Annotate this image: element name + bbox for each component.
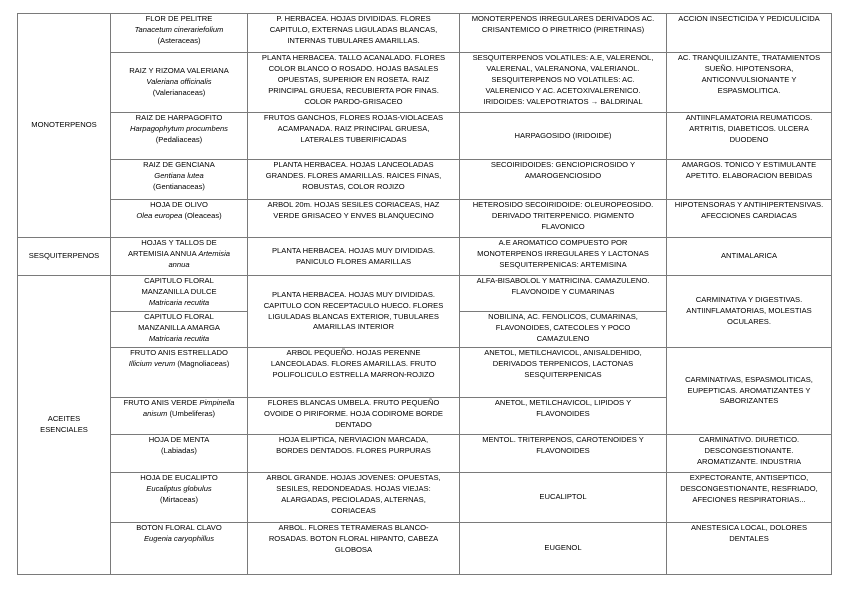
drug-cell: HOJA DE EUCALIPTO Eucaliptus globulus (Mirtaceas) (111, 473, 248, 523)
drug-cell: CAPITULO FLORAL MANZANILLA AMARGA Matricaria recutita (111, 312, 248, 348)
table-row (18, 200, 832, 238)
action-cell: AC. TRANQUILIZANTE, TRATAMIENTOS SUEÑO. HIPOTENSORA, ANTICONVULSIONANTE Y ESPASMOLITICA. (667, 53, 832, 113)
morphology-cell: ARBOL 20m. HOJAS SESILES CORIACEAS, HAZ VERDE GRISACEO Y ENVES BLANQUECINO (248, 200, 460, 238)
morphology-cell: P. HERBACEA. HOJAS DIVIDIDAS. FLORES CAPITULO, EXTERNAS LIGULADAS BLANCAS, INTERNAS TUBULARES AMARILLAS. (248, 14, 460, 53)
group-monoterpenos: MONOTERPENOS (18, 14, 111, 238)
morphology-cell: PLANTA HERBACEA. HOJAS MUY DIVIDIDAS. PANICULO FLORES AMARILLAS (248, 238, 460, 276)
table-row (18, 435, 832, 473)
table-row (18, 160, 832, 200)
drug-cell: RAIZ Y RIZOMA VALERIANA Valeriana officinalis (Valerianaceas) (111, 53, 248, 113)
drug-cell: RAIZ DE HARPAGOFITO Harpagophytum procumbens (Pedaliaceas) (111, 113, 248, 160)
drug-cell: CAPITULO FLORAL MANZANILLA DULCE Matricaria recutita (111, 276, 248, 312)
morphology-cell: PLANTA HERBACEA. TALLO ACANALADO. FLORES COLOR BLANCO O ROSADO. HOJAS BASALES OPUESTAS, SUPERIOR EN ROSETA. RAIZ PRINCIPAL GRUESA, RECUBIERTA POR FINAS. COLOR PARDO-GRISACEO (248, 53, 460, 113)
drug-cell: HOJA DE OLIVO Olea europea (Oleaceas) (111, 200, 248, 238)
morphology-cell: ARBOL GRANDE. HOJAS JOVENES: OPUESTAS, SESILES, REDONDEADAS. HOJAS VIEJAS: ALARGADAS, PECIOLADAS, ALTERNAS, CORIACEAS (248, 473, 460, 523)
action-cell: HIPOTENSORAS Y ANTIHIPERTENSIVAS. AFECCIONES CARDIACAS (667, 200, 832, 238)
table-row (18, 523, 832, 575)
action-cell: ANTIMALARICA (667, 238, 832, 276)
composition-cell: EUGENOL (460, 523, 667, 575)
composition-cell: SESQUITERPENOS VOLATILES: A.E, VALERENOL, VALERENAL, VALERANONA, VALERIANOL. SESQUITERPENOS NO VOLATILES: AC. VALERENICO Y AC. ACETOXIVALERENICO. IRIDOIDES: VALEPOTRIATOS → BALDRINAL (460, 53, 667, 113)
action-cell: CARMINATIVA Y DIGESTIVAS. ANTIINFLAMATORIAS, MOLESTIAS OCULARES. (667, 276, 832, 348)
composition-cell: ANETOL, METILCHAVICOL, LIPIDOS Y FLAVONOIDES (460, 398, 667, 435)
table-row (18, 276, 832, 312)
drug-cell: FLOR DE PELITRE Tanacetum cinerariefolium (Asteraceas) (111, 14, 248, 53)
morphology-cell: ARBOL. FLORES TETRAMERAS BLANCO- ROSADAS. BOTON FLORAL HIPANTO, CABEZA GLOBOSA (248, 523, 460, 575)
morphology-cell: PLANTA HERBACEA. HOJAS LANCEOLADAS GRANDES. FLORES AMARILLAS. RAICES FINAS, ROBUSTAS, COLOR ROJIZO (248, 160, 460, 200)
composition-cell: MONOTERPENOS IRREGULARES DERIVADOS AC. CRISANTEMICO O PIRETRICO (PIRETRINAS) (460, 14, 667, 53)
table-row (18, 53, 832, 113)
morphology-cell: HOJA ELIPTICA, NERVIACION MARCADA, BORDES DENTADOS. FLORES PURPURAS (248, 435, 460, 473)
drug-cell: BOTON FLORAL CLAVO Eugenia caryophillus (111, 523, 248, 575)
plants-table (17, 13, 832, 575)
morphology-cell: FLORES BLANCAS UMBELA. FRUTO PEQUEÑO OVOIDE O PIRIFORME. HOJA CODIROME BORDE DENTADO (248, 398, 460, 435)
composition-cell: A.E AROMATICO COMPUESTO POR MONOTERPENOS IRREGULARES Y LACTONAS SESQUITERPENICAS: ARTEMISINA (460, 238, 667, 276)
action-cell: ACCION INSECTICIDA Y PEDICULICIDA (667, 14, 832, 53)
composition-cell: ALFA-BISABOLOL Y MATRICINA. CAMAZULENO. FLAVONOIDE Y CUMARINAS (460, 276, 667, 312)
composition-cell: HARPAGOSIDO (IRIDOIDE) (460, 113, 667, 160)
drug-cell: HOJA DE MENTA (Labiadas) (111, 435, 248, 473)
composition-cell: MENTOL. TRITERPENOS, CAROTENOIDES Y FLAVONOIDES (460, 435, 667, 473)
table-row (18, 113, 832, 160)
group-sesquiterpenos: SESQUITERPENOS (18, 238, 111, 276)
drug-cell: FRUTO ANIS VERDE Pimpinella anisum (Umbeliferas) (111, 398, 248, 435)
composition-cell: HETEROSIDO SECOIRIDOIDE: OLEUROPEOSIDO. DERIVADO TRITERPENICO. PIGMENTO FLAVONICO (460, 200, 667, 238)
morphology-cell: FRUTOS GANCHOS, FLORES ROJAS-VIOLACEAS ACAMPANADA. RAIZ PRINCIPAL GRUESA, LATERALES TUBERIFICADAS (248, 113, 460, 160)
drug-cell: HOJAS Y TALLOS DE ARTEMISIA ANNUA Artemisia annua (111, 238, 248, 276)
table-row (18, 348, 832, 398)
group-aceites-esenciales: ACEITES ESENCIALES (18, 276, 111, 575)
table-row (18, 14, 832, 53)
composition-cell: NOBILINA, AC. FENOLICOS, CUMARINAS, FLAVONOIDES, CATECOLES Y POCO CAMAZULENO (460, 312, 667, 348)
composition-cell: SECOIRIDOIDES: GENCIOPICROSIDO Y AMAROGENCIOSIDO (460, 160, 667, 200)
action-cell: AMARGOS. TONICO Y ESTIMULANTE APETITO. ELABORACION BEBIDAS (667, 160, 832, 200)
table-row (18, 238, 832, 276)
action-cell: EXPECTORANTE, ANTISEPTICO, DESCONGESTIONANTE, RESFRIADO, AFECIONES RESPIRATORIAS... (667, 473, 832, 523)
action-cell: CARMINATIVO. DIURETICO. DESCONGESTIONANTE. AROMATIZANTE. INDUSTRIA (667, 435, 832, 473)
drug-cell: FRUTO ANIS ESTRELLADO Illicium verum (Magnoliaceas) (111, 348, 248, 398)
action-cell: CARMINATIVAS, ESPASMOLITICAS, EUPEPTICAS. AROMATIZANTES Y SABORIZANTES (667, 348, 832, 435)
table-row (18, 473, 832, 523)
action-cell: ANESTESICA LOCAL, DOLORES DENTALES (667, 523, 832, 575)
drug-cell: RAIZ DE GENCIANA Gentiana lutea (Gentianaceas) (111, 160, 248, 200)
composition-cell: ANETOL, METILCHAVICOL, ANISALDEHIDO, DERIVADOS TERPENICOS, LACTONAS SESQUITERPENICAS (460, 348, 667, 398)
composition-cell: EUCALIPTOL (460, 473, 667, 523)
morphology-cell: ARBOL PEQUEÑO. HOJAS PERENNE LANCEOLADAS. FLORES AMARILLAS. FRUTO POLIFOLICULO ESTRELLA MARRON-ROJIZO (248, 348, 460, 398)
action-cell: ANTIINFLAMATORIA REUMATICOS. ARTRITIS, DIABETICOS. ULCERA DUODENO (667, 113, 832, 160)
morphology-cell: PLANTA HERBACEA. HOJAS MUY DIVIDIDAS. CAPITULO CON RECEPTACULO HUECO. FLORES LIGULADAS BLANCAS EXTERIOR, TUBULARES AMARILLAS INTERIOR (248, 276, 460, 348)
